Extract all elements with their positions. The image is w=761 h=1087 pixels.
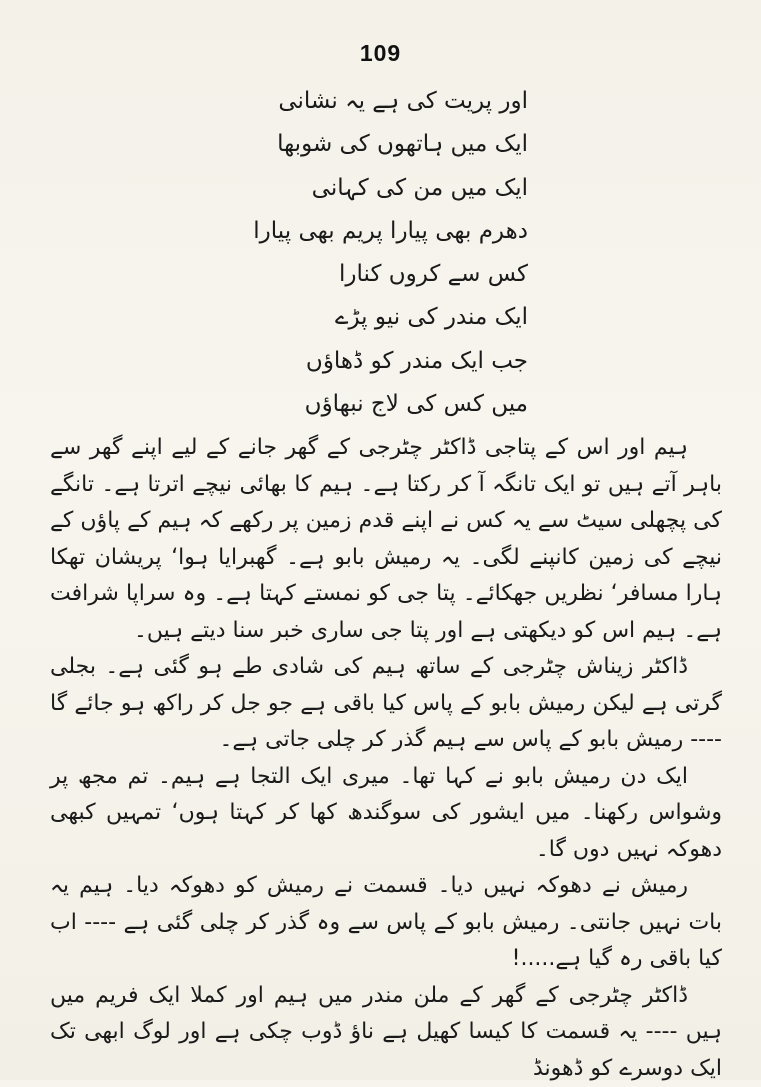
poem-line: ایک میں من کی کہانی <box>148 167 528 210</box>
paragraph: ایک دن رمیش بابو نے کہا تھا۔ میری ایک التجا ہے ہیم۔ تم مجھ پر وشواس رکھنا۔ میں ایشور کی سوگندھ کھا کر کہتا ہوں‘ تمہیں کبھی دھوکہ نہیں دوں گا۔ <box>50 759 722 869</box>
prose-body <box>50 430 722 1087</box>
paragraph: ہیم اور اس کے پتاجی ڈاکٹر چٹرجی کے گھر جانے کے لیے اپنے گھر سے باہر آتے ہیں تو ایک تانگہ آ کر رکتا ہے۔ ہیم کا بھائی نیچے اترتا ہے۔ تانگے کی پچھلی سیٹ سے یہ کس نے اپنے قدم زمین پر رکھے کہ ہیم کے پاؤں کے نیچے کی زمین کانپنے لگی۔ یہ رمیش بابو ہے۔ گھبرایا ہوا‘ پریشان تھکا ہارا مسافر‘ نظریں جھکائے۔ پتا جی کو نمستے کہتا ہے۔ وہ سراپا شرافت ہے۔ ہیم اس کو دیکھتی ہے اور پتا جی ساری خبر سنا دیتے ہیں۔ <box>50 430 722 649</box>
poem-line: ایک مندر کی نیو پڑے <box>148 296 528 339</box>
poem-line: اور پریت کی ہے یہ نشانی <box>148 80 528 123</box>
paragraph: ڈاکٹر زیناش چٹرجی کے ساتھ ہیم کی شادی طے ہو گئی ہے۔ بجلی گرتی ہے لیکن رمیش بابو کے پاس کیا باقی ہے جو جل کر راکھ ہو جائے گا ---- رمیش بابو کے پاس سے ہیم گذر کر چلی جاتی ہے۔ <box>50 649 722 759</box>
paragraph: ڈاکٹر چٹرجی کے گھر کے ملن مندر میں ہیم اور کملا ایک فریم میں ہیں ---- یہ قسمت کا کیسا کھیل ہے ناؤ ڈوب چکی ہے اور لوگ ابھی تک ایک دوسرے کو ڈھونڈ <box>50 978 722 1087</box>
page-number: 109 <box>0 40 761 67</box>
poem-line: جب ایک مندر کو ڈھاؤں <box>148 340 528 383</box>
poem-line: کس سے کروں کنارا <box>148 253 528 296</box>
poem-line: دھرم بھی پیارا پریم بھی پیارا <box>148 210 528 253</box>
paragraph: رمیش نے دھوکہ نہیں دیا۔ قسمت نے رمیش کو دھوکہ دیا۔ ہیم یہ بات نہیں جانتی۔ رمیش بابو کے پاس سے وہ گذر کر چلی گئی ہے ---- اب کیا باقی رہ گیا ہے.....! <box>50 868 722 978</box>
poem-line: ایک میں ہاتھوں کی شوبھا <box>148 123 528 166</box>
poem-stanza <box>148 80 528 426</box>
poem-line: میں کس کی لاج نبھاؤں <box>148 383 528 426</box>
